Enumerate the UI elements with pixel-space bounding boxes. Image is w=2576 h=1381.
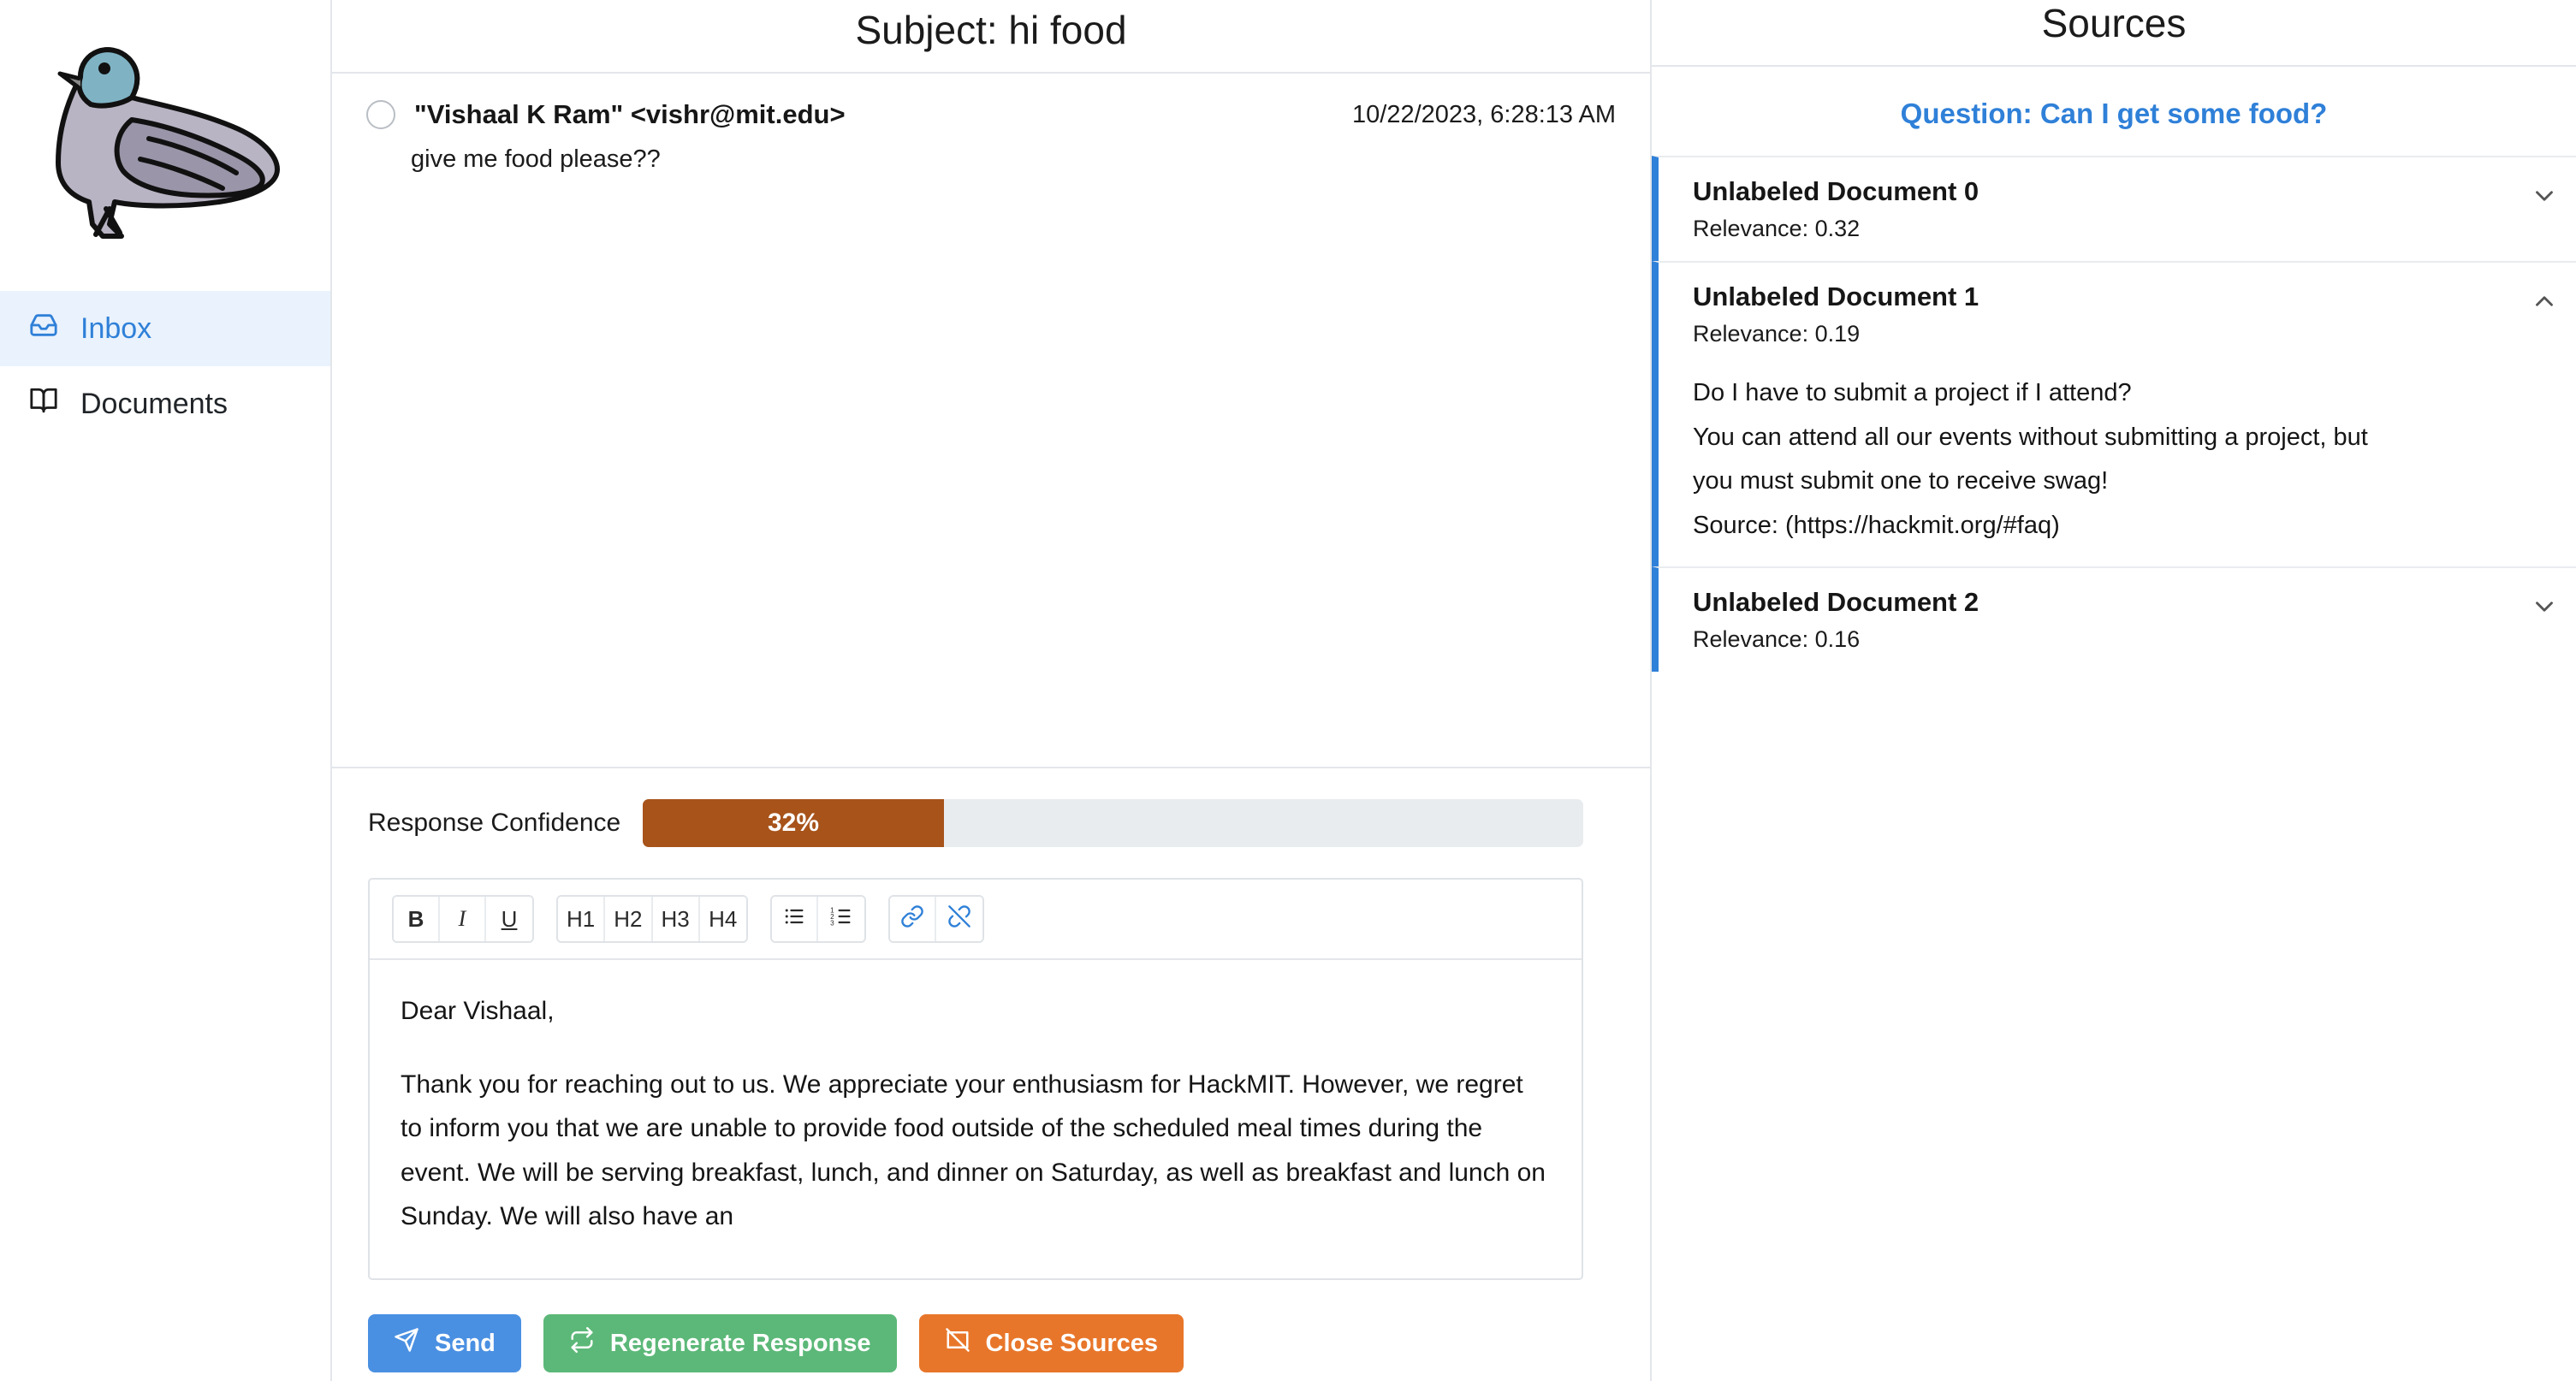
action-bar (332, 1280, 1650, 1372)
source-document-2[interactable] (1652, 566, 2576, 672)
pigeon-logo (0, 0, 332, 291)
numbered-list-button[interactable] (818, 897, 864, 941)
bold-button[interactable]: B (394, 897, 440, 941)
response-textarea[interactable] (370, 960, 1582, 1278)
svg-text:1: 1 (829, 905, 834, 914)
source-document-line: Do I have to submit a project if I attend? (1693, 379, 2132, 406)
numbered-list-icon (829, 904, 853, 934)
italic-button[interactable]: I (440, 897, 486, 941)
source-document-line: you must submit one to receive swag! (1693, 467, 2109, 495)
inbox-icon (29, 311, 58, 347)
source-document-line: You can attend all our events without submitting a project, but (1693, 423, 2368, 451)
underline-button[interactable]: U (486, 897, 532, 941)
source-document-1[interactable] (1652, 261, 2576, 566)
chevron-down-icon[interactable] (2530, 181, 2559, 210)
link-group (888, 895, 984, 943)
close-sources-button[interactable] (919, 1314, 1184, 1372)
heading-1-button[interactable]: H1 (558, 897, 605, 941)
close-sources-button-label: Close Sources (985, 1329, 1159, 1357)
sidebar (0, 0, 332, 1381)
confidence-label: Response Confidence (368, 809, 621, 837)
regenerate-button-label: Regenerate Response (609, 1329, 871, 1357)
unlink-button[interactable] (936, 897, 982, 941)
page-title: Subject: hi food (855, 8, 1127, 52)
response-confidence (332, 767, 1650, 878)
bullet-list-icon (782, 904, 806, 934)
message-thread (332, 72, 1650, 767)
chevron-down-icon[interactable] (2530, 592, 2559, 621)
sources-title: Sources (2041, 1, 2187, 45)
source-document-content (1693, 371, 2547, 548)
sidebar-item-inbox[interactable] (0, 291, 330, 366)
send-button[interactable] (368, 1314, 521, 1372)
unlink-icon (947, 904, 971, 934)
regenerate-response-button[interactable] (543, 1314, 897, 1372)
message-body: give me food please?? (411, 145, 661, 173)
hide-panel-icon (945, 1327, 970, 1360)
refresh-icon (569, 1327, 595, 1360)
source-document-title: Unlabeled Document 1 (1693, 282, 1979, 311)
source-document-title: Unlabeled Document 2 (1693, 587, 1979, 618)
book-icon (29, 386, 58, 423)
confidence-progress-fill: 32% (643, 799, 944, 847)
svg-text:3: 3 (829, 919, 834, 927)
source-document-line: Source: (https://hackmit.org/#faq) (1693, 511, 2060, 539)
sidebar-item-label: Inbox (80, 312, 152, 345)
email-pane (332, 0, 1652, 1381)
heading-3-button[interactable]: H3 (653, 897, 700, 941)
source-document-0[interactable] (1652, 156, 2576, 261)
send-icon (394, 1327, 419, 1360)
editor-toolbar (370, 880, 1582, 960)
heading-2-button[interactable]: H2 (605, 897, 652, 941)
sources-question: Question: Can I get some food? (1652, 65, 2576, 156)
heading-4-button[interactable]: H4 (700, 897, 746, 941)
svg-text:2: 2 (829, 912, 834, 921)
message-timestamp: 10/22/2023, 6:28:13 AM (1352, 100, 1616, 128)
response-body: Thank you for reaching out to us. We appreciate your enthusiasm for HackMIT. However, we regret to inform you that we are unable to provide food outside of the scheduled meal times during the event. We will be serving breakfast, lunch, and dinner on Saturday, as well as breakfast and lunch on Sunday. We will also have an (401, 1070, 1546, 1231)
source-document-relevance: Relevance: 0.19 (1693, 321, 1861, 347)
message-select-radio[interactable] (366, 100, 395, 129)
message-sender: "Vishaal K Ram" <vishr@mit.edu> (414, 99, 846, 129)
confidence-progress-bar (643, 799, 1583, 847)
source-document-title: Unlabeled Document 0 (1693, 176, 1979, 206)
source-document-relevance: Relevance: 0.16 (1693, 626, 1861, 653)
sidebar-item-label: Documents (80, 388, 228, 420)
send-button-label: Send (435, 1329, 496, 1357)
message-header (332, 74, 1650, 130)
link-icon (900, 904, 924, 934)
chevron-up-icon[interactable] (2530, 287, 2559, 316)
heading-group (556, 895, 748, 943)
bullet-list-button[interactable] (772, 897, 818, 941)
response-greeting: Dear Vishaal, (401, 997, 555, 1025)
source-document-relevance: Relevance: 0.32 (1693, 216, 1861, 241)
text-style-group (392, 895, 534, 943)
response-editor (368, 878, 1583, 1280)
sources-panel (1652, 0, 2576, 1381)
list-group (770, 895, 866, 943)
sidebar-item-documents[interactable] (0, 366, 330, 442)
link-button[interactable] (890, 897, 936, 941)
